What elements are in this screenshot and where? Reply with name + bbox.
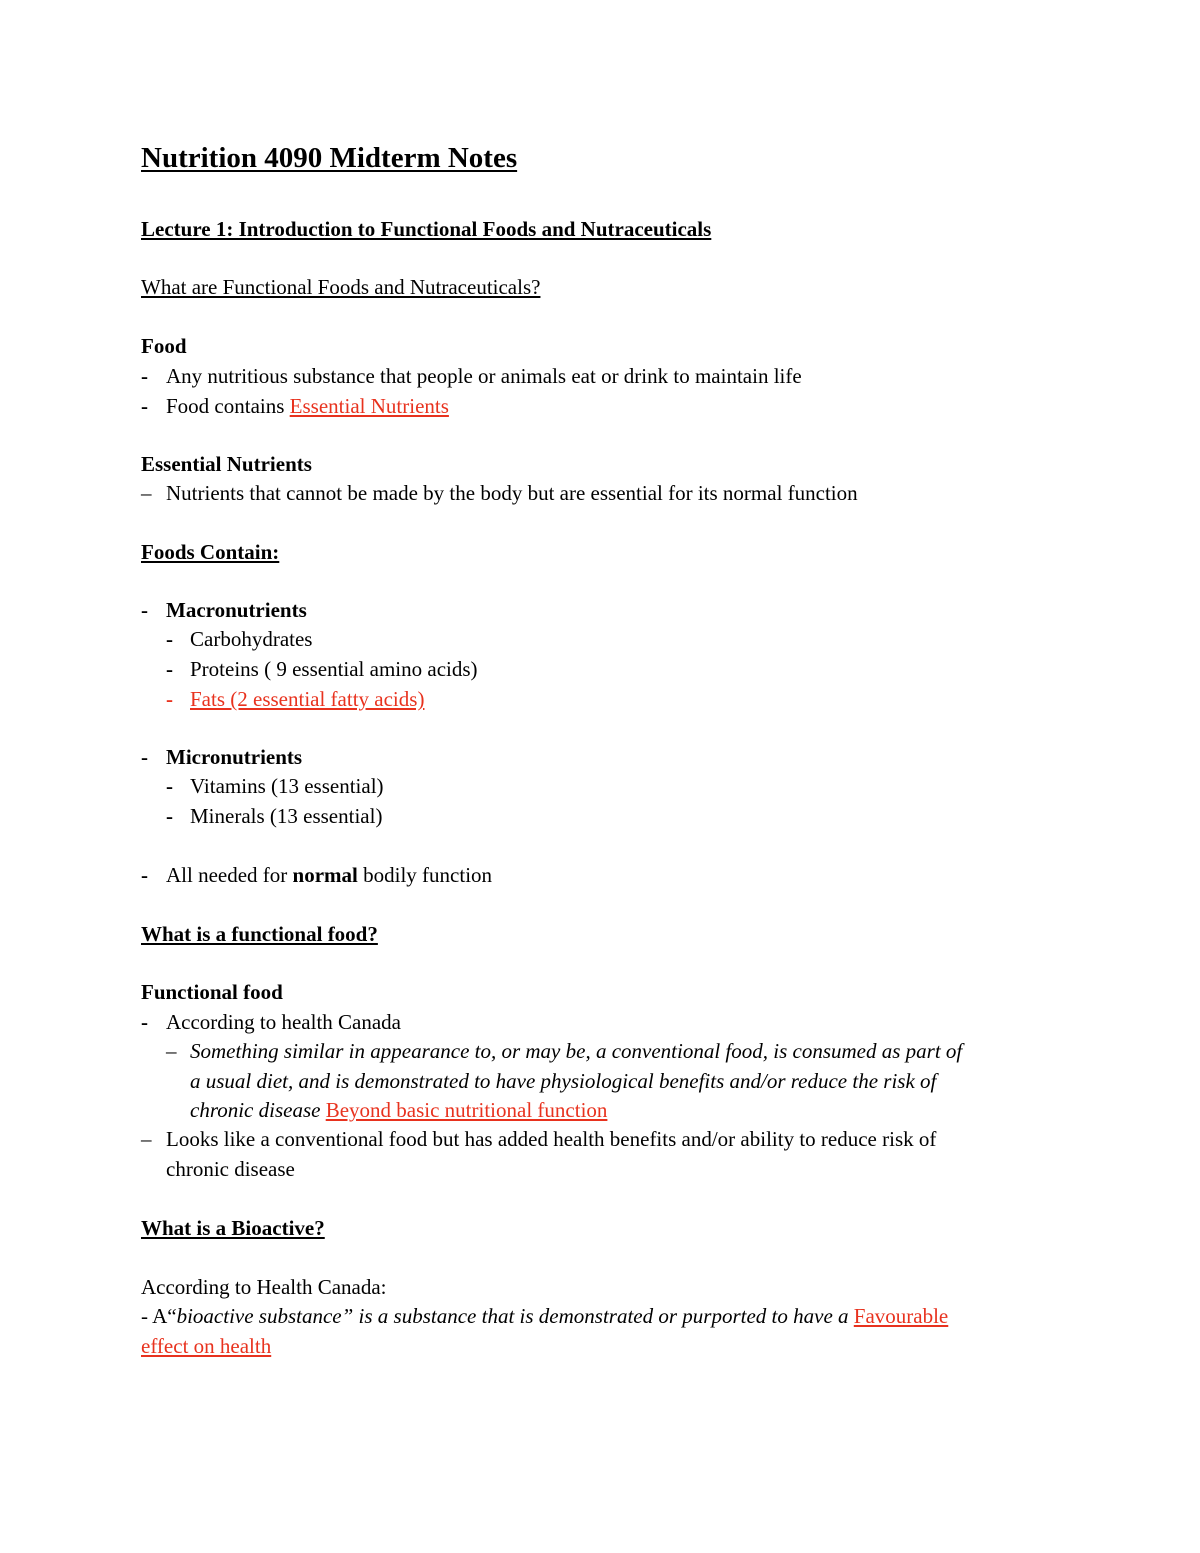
effect-on-health-link[interactable]: effect on health [141,1334,272,1358]
text-line [141,1332,271,1360]
bullet-dash: - [141,394,148,418]
bullet-dash: - [166,774,173,798]
document-title: Nutrition 4090 Midterm Notes [141,142,518,174]
bullet-dash: - [166,657,173,681]
essential-nutrients-heading: Essential Nutrients [141,452,312,476]
functional-food-heading: Functional food [141,980,283,1004]
favourable-link[interactable]: Favourable [853,1304,949,1328]
bullet-dash: – [141,1127,152,1151]
bioactive-definition: - A“bioactive substance” is a substance that is demonstrated or purported to have a Favourable [141,1304,949,1328]
foods-contain-heading: Foods Contain: [141,540,280,564]
bullet-dash: - [141,364,148,388]
document-page: Nutrition 4090 Midterm Notes Lecture 1: Introduction to Functional Foods and Nutraceuticals What are Functional Foods and Nutraceuticals? Food - Any nutritious substance that people or animals eat or drink to maintain life - Food contains Essential Nutrients Essential Nutrients – Nutrients that cannot be made by the body but are essential for its normal function Foods Contain: - Macronutrients - Carbohydrates - Proteins ( 9 essential amino acids) - Fats (2 essential fatty acids) - Micronutrients - Vitamins (13 essential) - Minerals (13 essential) - All needed for normal bodily function What is a functional food? Functional food - According to health Canada – Something similar in appearance to, or may be, a conventional food, is consumed as part of a usual diet, and is demonstrated to have physiological benefits and/or reduce the risk of chronic disease Beyond basic nutritional function – Looks like a conventional food but has added health benefits and/or ability to reduce risk of chronic disease What is a Bioactive? According to Health Canada: - A“bioactive substance” is a substance that is demonstrated or purported to have a Favourable effect on health [141,142,963,1358]
lecture-heading: Lecture 1: Introduction to Functional Foods and Nutraceuticals [141,217,712,241]
food-heading: Food [141,334,187,358]
bullet-dash: – [141,481,152,505]
beyond-basic-link[interactable]: Beyond basic nutritional function [325,1098,608,1122]
according-health-canada: According to Health Canada: [141,1275,387,1299]
bullet-dash: - [141,863,148,887]
bioactive-question: What is a Bioactive? [141,1216,325,1240]
bullet-dash: - [141,1010,148,1034]
section-question: What are Functional Foods and Nutraceuticals? [141,275,541,299]
bullet-dash: - [141,598,148,622]
functional-food-question: What is a functional food? [141,922,378,946]
bullet-dash: - [141,745,148,769]
bullet-dash: - [166,804,173,828]
bullet-dash: - [166,687,173,711]
bullet-dash: – [166,1039,177,1063]
fats-link[interactable]: Fats (2 essential fatty acids) [190,687,425,711]
bullet-dash: - [166,627,173,651]
essential-nutrients-link[interactable]: Essential Nutrients [289,394,449,418]
